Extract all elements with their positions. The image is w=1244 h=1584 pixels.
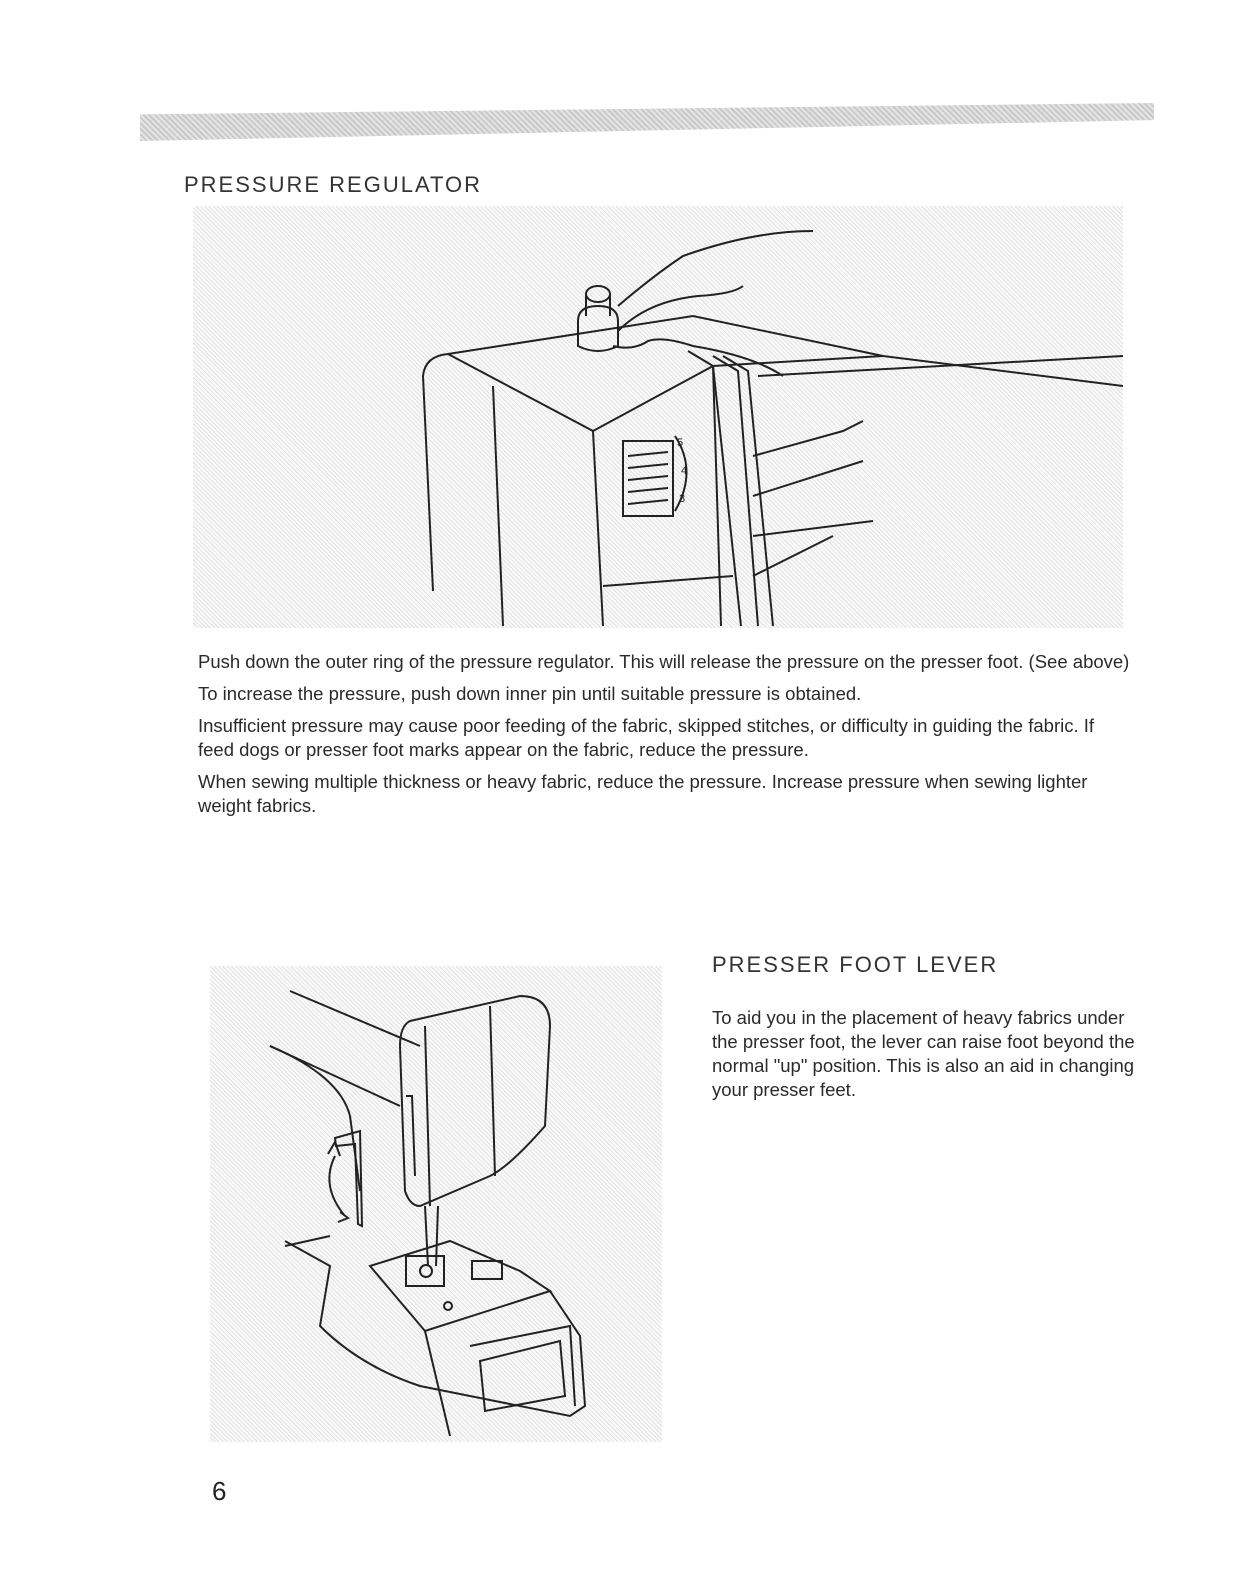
header-bar bbox=[140, 103, 1154, 141]
presser-foot bbox=[406, 1256, 444, 1286]
dial-number-3: 3 bbox=[679, 493, 686, 505]
dial-number-4: 4 bbox=[681, 465, 688, 477]
lever-arrow-arc bbox=[329, 1156, 345, 1216]
head-slot bbox=[406, 1096, 415, 1176]
lever-arrow-down bbox=[338, 1212, 348, 1222]
body-line bbox=[753, 521, 873, 536]
bed-edge bbox=[285, 1236, 330, 1246]
pressure-regulator-heading: PRESSURE REGULATOR bbox=[184, 172, 483, 197]
machine-side-panel bbox=[423, 354, 603, 626]
head-panel-lines bbox=[425, 1006, 495, 1206]
body-line bbox=[758, 356, 1123, 376]
description-paragraph: To aid you in the placement of heavy fabrics under the presser foot, the lever can raise foot beyond the normal "up" position. This is also an aid in changing your presser feet. bbox=[712, 1007, 1135, 1100]
instruction-paragraph: When sewing multiple thickness or heavy fabric, reduce the pressure. Increase pressure when sewing lighter weight fabrics. bbox=[198, 771, 1088, 816]
machine-seam bbox=[493, 386, 503, 626]
pressure-regulator-instructions bbox=[198, 650, 1133, 826]
lever-arrow-up bbox=[328, 1142, 340, 1156]
body-line bbox=[753, 421, 863, 456]
machine-top-edge bbox=[448, 316, 1123, 386]
dial-ridges bbox=[628, 452, 668, 504]
machine-top-face bbox=[593, 356, 883, 431]
instruction-paragraph: Push down the outer ring of the pressure regulator. This will release the pressure on the presser foot. (See above) bbox=[198, 651, 1130, 672]
pressure-regulator-illustration bbox=[193, 206, 1123, 628]
regulator-pin bbox=[586, 286, 610, 302]
machine-head bbox=[400, 996, 550, 1206]
dial-number-5: 5 bbox=[677, 437, 684, 449]
plate-screw bbox=[444, 1302, 452, 1310]
presser-foot-lever-illustration bbox=[210, 966, 662, 1442]
page-number: 6 bbox=[212, 1476, 227, 1506]
presser-foot-lever-heading: PRESSER FOOT LEVER bbox=[712, 952, 999, 977]
instruction-paragraph: To increase the pressure, push down inner pin until suitable pressure is obtained. bbox=[198, 683, 862, 704]
foot-screw bbox=[420, 1265, 432, 1277]
machine-arm bbox=[270, 991, 420, 1106]
presser-foot-lever-description bbox=[712, 1006, 1144, 1102]
body-line bbox=[603, 576, 733, 586]
pressure-regulator-drawing bbox=[193, 206, 1123, 628]
needle-plate bbox=[370, 1241, 550, 1331]
bobbin-cover bbox=[472, 1261, 502, 1279]
presser-foot-lever-drawing bbox=[210, 966, 662, 1442]
body-line bbox=[753, 461, 863, 496]
instruction-paragraph: Insufficient pressure may cause poor feeding of the fabric, skipped stitches, or difficulty in guiding the fabric. If feed dogs or presser foot marks appear on the fabric, reduce the pressure. bbox=[198, 715, 1095, 760]
